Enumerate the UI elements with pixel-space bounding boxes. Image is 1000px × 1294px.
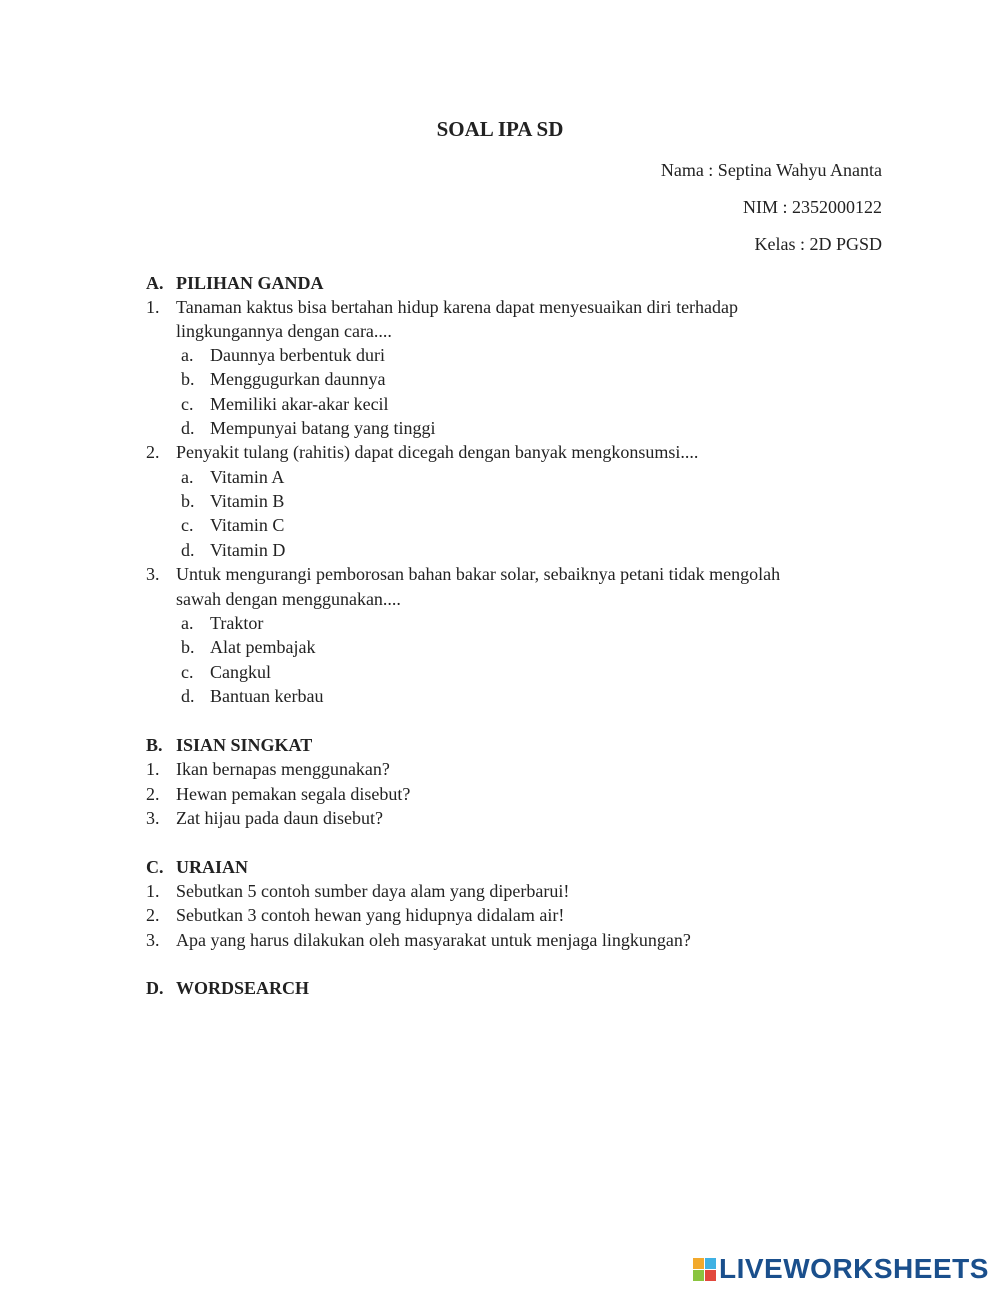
section-letter: D. xyxy=(146,978,164,998)
option-text: Alat pembajak xyxy=(210,637,316,657)
question-text: sawah dengan menggunakan.... xyxy=(176,589,401,609)
section-letter: B. xyxy=(146,735,163,755)
option-text: Vitamin C xyxy=(210,515,285,535)
item-text: Zat hijau pada daun disebut? xyxy=(176,808,383,828)
section-title: WORDSEARCH xyxy=(176,978,310,998)
item-text: Apa yang harus dilakukan oleh masyarakat untuk menjaga lingkungan? xyxy=(176,930,691,950)
page-title: SOAL IPA SD xyxy=(436,117,564,141)
option-text: Vitamin D xyxy=(210,540,286,560)
item-text: Sebutkan 3 contoh hewan yang hidupnya didalam air! xyxy=(176,905,565,925)
question-text: Tanaman kaktus bisa bertahan hidup karena dapat menyesuaikan diri terhadap xyxy=(176,297,739,317)
item-number: 2. xyxy=(146,784,160,804)
brand-name: LIVEWORKSHEETS xyxy=(719,1253,989,1284)
option-letter: d. xyxy=(181,686,195,706)
question-text: lingkungannya dengan cara.... xyxy=(176,321,392,341)
option-letter: d. xyxy=(181,540,195,560)
item-number: 1. xyxy=(146,881,160,901)
option-text: Vitamin A xyxy=(210,467,285,487)
logo-square xyxy=(693,1270,704,1281)
item-text: Ikan bernapas menggunakan? xyxy=(176,759,390,779)
item-text: Hewan pemakan segala disebut? xyxy=(176,784,411,804)
option-text: Bantuan kerbau xyxy=(210,686,324,706)
question-text: Untuk mengurangi pemborosan bahan bakar solar, sebaiknya petani tidak mengolah xyxy=(176,564,781,584)
item-number: 1. xyxy=(146,759,160,779)
item-number: 3. xyxy=(146,808,160,828)
student-nim: NIM : 2352000122 xyxy=(743,197,882,217)
item-number: 3. xyxy=(146,930,160,950)
option-letter: b. xyxy=(181,637,195,657)
option-letter: c. xyxy=(181,662,194,682)
option-letter: b. xyxy=(181,491,195,511)
section-letter: A. xyxy=(146,273,164,293)
option-letter: c. xyxy=(181,515,194,535)
option-letter: a. xyxy=(181,345,194,365)
section-title: URAIAN xyxy=(176,857,248,877)
option-text: Menggugurkan daunnya xyxy=(210,369,386,389)
logo-square xyxy=(705,1258,716,1269)
option-text: Traktor xyxy=(210,613,264,633)
option-text: Daunnya berbentuk duri xyxy=(210,345,385,365)
question-text: Penyakit tulang (rahitis) dapat dicegah dengan banyak mengkonsumsi.... xyxy=(176,442,699,462)
option-letter: a. xyxy=(181,613,194,633)
option-letter: a. xyxy=(181,467,194,487)
liveworksheets-icon xyxy=(693,1258,716,1281)
question-number: 3. xyxy=(146,564,160,584)
option-letter: c. xyxy=(181,394,194,414)
item-text: Sebutkan 5 contoh sumber daya alam yang diperbarui! xyxy=(176,881,570,901)
student-name: Nama : Septina Wahyu Ananta xyxy=(660,160,882,180)
liveworksheets-logo xyxy=(693,1254,989,1284)
option-letter: b. xyxy=(181,369,195,389)
logo-square xyxy=(705,1270,716,1281)
item-number: 2. xyxy=(146,905,160,925)
section-title: PILIHAN GANDA xyxy=(176,273,324,293)
option-text: Cangkul xyxy=(210,662,271,682)
question-number: 1. xyxy=(146,297,160,317)
option-text: Vitamin B xyxy=(210,491,285,511)
question-number: 2. xyxy=(146,442,160,462)
logo-square xyxy=(693,1258,704,1269)
section-letter: C. xyxy=(146,857,164,877)
option-text: Memiliki akar-akar kecil xyxy=(210,394,389,414)
section-title: ISIAN SINGKAT xyxy=(176,735,313,755)
option-text: Mempunyai batang yang tinggi xyxy=(210,418,436,438)
student-class: Kelas : 2D PGSD xyxy=(754,234,882,254)
option-letter: d. xyxy=(181,418,195,438)
